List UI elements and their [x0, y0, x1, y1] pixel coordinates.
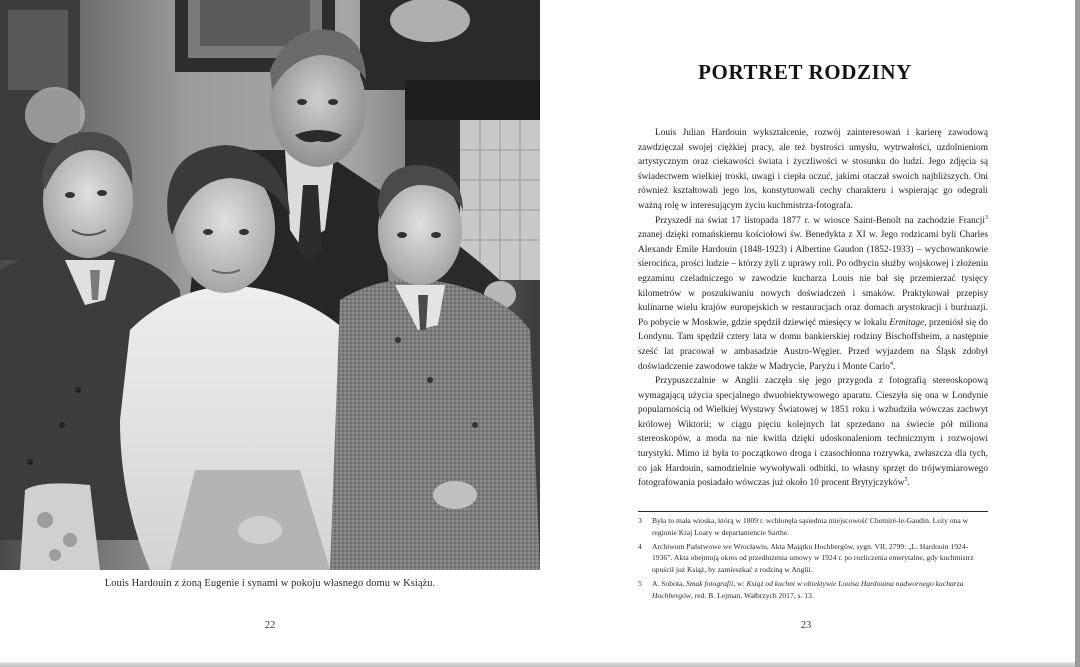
- footnote-text: Była to mała wioska, którą w 1809 r. wchłonęła sąsiednia miejscowość Chemiré-le-Gaudin. Leży ona w regionie Kraj Loary w departamencie Sarthe.: [652, 516, 969, 537]
- footnote-ref-5[interactable]: 5: [904, 477, 908, 484]
- paragraph-2-text-b: znanej dzięki romańskiemu kościołowi św. Benedykta z XI w. Jego rodzicami byli Charles Alexandr Emile Hardouin (1848-1923) i Albertine Gaudon (1852-1933) – wychowankowie sierocińca, prości ludzie – którzy żyli z uprawy roli. Po odbyciu służby wojskowej i złożeniu egzaminu czeladniczego w zawodzie kucharza Louis nie bał się przemierzać tysięcy kilometrów w poszukiwaniu nowych doświadczeń i smaków. Praktykował przepisy kulinarne wielu krajów europejskich w restauracjach oraz domach arystokracji i burżuazji. Po pobycie w Moskwie, gdzie spędził dziewięć miesięcy w lokalu: [638, 230, 988, 328]
- footnote-ref-4[interactable]: 4: [889, 360, 893, 367]
- paragraph-1: [638, 126, 988, 214]
- footnote-5-book-title: Książ od kuchni w obiektywie Louisa Hardouina nadwornego kucharza Hochbergów: [652, 578, 964, 600]
- paragraph-3-text-a: Przypuszczalnie w Anglii zaczęła się jego przygoda z fotografią stereoskopową wymagającą użycia specjalnego dwuobiektywowego aparatu. Cieszyła się ona w Londynie popularnością od Wielkiej Wystawy Światowej w 1851 roku i wzbudziła wówczas zachwyt królowej Wiktorii; w ciągu pięciu kolejnych lat sprzedano na świecie pół miliona stereoskopów, a moda na nie kwitła dzięki udoskonaleniom technicznym i rozwojowi turystyki. Mimo iż była to początkowo droga i czasochłonna rozrywka, zwłaszcza dla tych, co jak Hardouin, samodzielnie wywoływali odbitki, to własny sprzęt do trójwymiarowego fotografowania posiadało wówczas już około 10 procent Brytyjczyków: [638, 376, 988, 489]
- photo-illustration: [0, 0, 540, 570]
- paragraph-3: [638, 374, 988, 491]
- paragraph-2-text-a: Przyszedł na świat 17 listopada 1877 r. w wiosce Saint-Benoît na zachodzie Francji: [655, 215, 985, 226]
- page-number-left: 22: [264, 620, 276, 631]
- footnote-5-author: A. Sobota,: [652, 578, 687, 588]
- footnote-5-title: Smak fotografii: [686, 578, 734, 588]
- footnote-number: 5: [638, 578, 642, 588]
- footnote-number: 3: [638, 516, 642, 525]
- paragraph-2-text-d: .: [892, 361, 896, 372]
- footnotes: [638, 515, 988, 604]
- footnote-5: [638, 578, 988, 601]
- footnote-4: [638, 541, 988, 576]
- photo-caption: Louis Hardouin z żoną Eugenie i synami w pokoju własnego domu w Książu.: [104, 578, 436, 589]
- paragraph-2-italic: Ermitage: [889, 317, 925, 328]
- footnote-text: Archiwum Państwowe we Wrocławiu, Akta Majątku Hochbergów, sygn. VII, 2799: „L. Hardouin 1924-1936”. Akta obejmują okres od przedłużenia umowy w 1924 r. po rozliczenia emerytalne, gdy kuchmistrz opuścił już Książ, by zamieszkać z rodziną w Anglii.: [652, 541, 974, 574]
- viewer-bottom-border: [0, 662, 1075, 667]
- footnote-5-in: , w:: [733, 578, 747, 588]
- footnote-number: 4: [638, 541, 642, 551]
- paragraph-1-text: Louis Julian Hardouin wykształcenie, rozwój zainteresowań i karierę zawodową zawdzięczał swojej ciężkiej pracy, ale też bystrości umysłu, wytrwałości, uzdolnieniom artystycznym oraz ciekawości świata i życzliwości w stosunku do ludzi. Jego zdjęcia są świadectwem wielkiej troski, uwagi i ciepła uczuć, jakimi otaczał swoich najbliższych. Oni również kształtowali jego los, konstytuowali cechy charakteru i wspierając go odegrali ważną rolę w interesującym życiu kuchmistrza-fotografa.: [638, 128, 988, 211]
- footnote-text: [652, 578, 988, 601]
- family-portrait-photo: [0, 0, 540, 570]
- footnote-divider: [638, 511, 988, 512]
- footnote-ref-3[interactable]: 3: [985, 214, 988, 221]
- footnote-3: [638, 515, 988, 538]
- page-number-right: 23: [800, 620, 812, 631]
- paragraph-2-text-c: , przeniósł się do Londynu. Tam spędził cztery lata w domu bankierskiej rodziny Bischoffsheim, a następnie sześć lat pracował w ambasadzie Austro-Węgier. Przed wyjazdem na Śląsk zdobył doświadczenie zawodowe także w Madrycie, Paryżu i Monte Carlo: [638, 317, 988, 372]
- paragraph-3-text-b: .: [907, 478, 910, 489]
- body-text: [638, 126, 988, 491]
- paragraph-2: [638, 214, 988, 375]
- chapter-title: PORTRET RODZINY: [698, 60, 912, 84]
- viewer-right-border: [1075, 0, 1080, 667]
- footnote-5-publication: , red. B. Lejman, Wałbrzych 2017, s. 13.: [690, 590, 814, 600]
